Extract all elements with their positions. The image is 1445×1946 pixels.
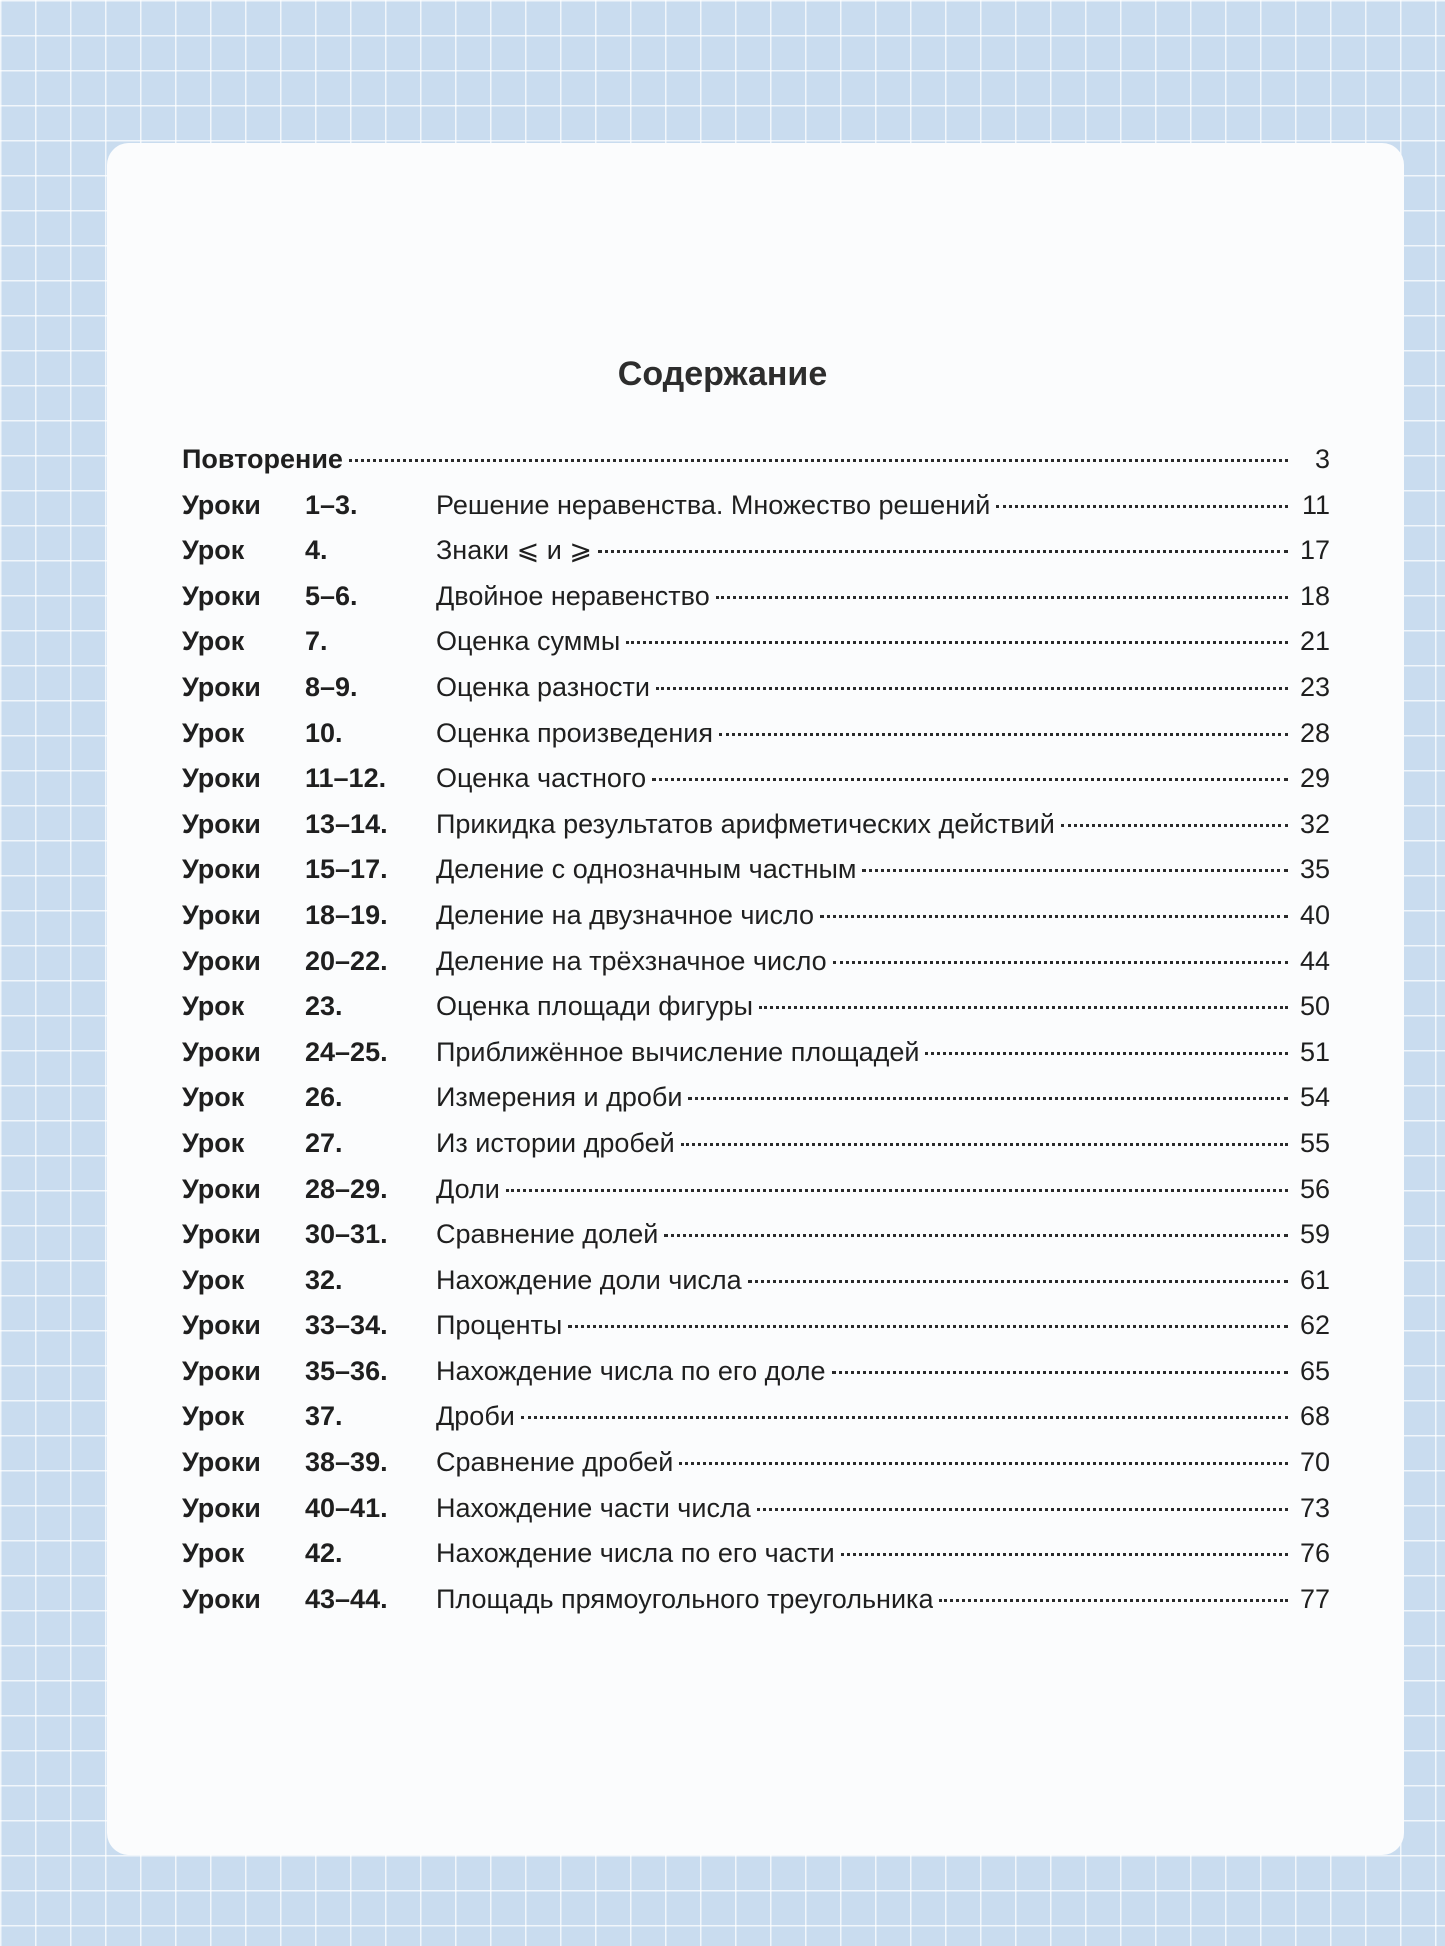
dot-leader: [349, 459, 1288, 462]
toc-entry-label: Урок: [182, 1127, 245, 1158]
toc-entry-topic: Сравнение дробей: [436, 1447, 674, 1478]
toc-entry-label: Уроки: [182, 1219, 261, 1250]
toc-entry: [182, 672, 1330, 718]
toc-entry-number: 43–44.: [305, 1583, 388, 1614]
toc-entry-number: 26.: [305, 1082, 343, 1113]
toc-entry-label: Уроки: [182, 1492, 261, 1523]
toc-entry: [182, 1265, 1330, 1311]
toc-entry-label: Уроки: [182, 945, 261, 976]
toc-entry-label: Урок: [182, 1401, 245, 1432]
dot-leader: [862, 869, 1288, 872]
toc-entry-topic: Нахождение доли числа: [436, 1264, 742, 1295]
toc-entry-page: 18: [1299, 580, 1330, 611]
toc-entry-label: Уроки: [182, 808, 261, 839]
toc-entry-label: Уроки: [182, 489, 261, 520]
dot-leader: [679, 1462, 1288, 1465]
toc-entry: [182, 1356, 1330, 1402]
toc-entry-topic: Приближённое вычисление площадей: [436, 1036, 920, 1067]
toc-entry-label: Уроки: [182, 763, 261, 794]
toc-entry: [182, 718, 1330, 764]
dot-leader: [688, 1097, 1288, 1100]
toc-entry-page: 68: [1299, 1401, 1330, 1432]
toc-entry-topic: Нахождение части числа: [436, 1492, 751, 1523]
toc-entry-label: Уроки: [182, 1036, 261, 1067]
toc-entry: [182, 1538, 1330, 1584]
toc-entry-page: 32: [1299, 808, 1330, 839]
toc-entry-topic: Оценка произведения: [436, 717, 713, 748]
toc-entry: [182, 854, 1330, 900]
toc-entry-label: Урок: [182, 1082, 245, 1113]
toc-entry-number: 42.: [305, 1538, 343, 1569]
toc-entry-page: 55: [1299, 1127, 1330, 1158]
toc-entry-label: Повторение: [182, 444, 343, 474]
toc-entry-number: 24–25.: [305, 1036, 388, 1067]
toc-entry: [182, 1174, 1330, 1220]
toc-entry-page: 17: [1299, 535, 1330, 566]
toc-entry-topic: Измерения и дроби: [436, 1082, 683, 1113]
toc-entry-page: 59: [1299, 1219, 1330, 1250]
toc-entry: [182, 1037, 1330, 1083]
dot-leader: [656, 687, 1288, 690]
dot-leader: [832, 1371, 1288, 1374]
toc-entry-number: 32.: [305, 1264, 343, 1295]
dot-leader: [748, 1280, 1288, 1283]
toc-entry-topic: Двойное неравенство: [436, 580, 710, 611]
dot-leader: [652, 778, 1288, 781]
dot-leader: [757, 1508, 1288, 1511]
toc-entry-page: 44: [1299, 945, 1330, 976]
toc-entry-page: 51: [1299, 1036, 1330, 1067]
toc-entry-number: 30–31.: [305, 1219, 388, 1250]
toc-entry-topic: Знаки ⩽ и ⩾: [436, 535, 592, 566]
toc-entry-topic: Оценка суммы: [436, 626, 621, 657]
dot-leader: [1061, 824, 1288, 827]
toc-entry-topic: Деление на двузначное число: [436, 899, 815, 930]
toc-entry-number: 27.: [305, 1127, 343, 1158]
toc-entry-number: 15–17.: [305, 854, 388, 885]
toc-entry-number: 7.: [305, 626, 328, 657]
toc-entry-label: Урок: [182, 626, 245, 657]
toc-entry-topic: Оценка площади фигуры: [436, 991, 754, 1022]
toc-entry-topic: Из истории дробей: [436, 1127, 675, 1158]
toc-entry-label: Уроки: [182, 899, 261, 930]
toc-entry-page: 62: [1299, 1310, 1330, 1341]
toc-entry: [182, 1401, 1330, 1447]
toc-entry-number: 4.: [305, 535, 328, 566]
toc-entry-page: 11: [1301, 489, 1330, 520]
toc-entry-number: 23.: [305, 991, 343, 1022]
toc-entry-number: 13–14.: [305, 808, 388, 839]
toc-entry: [182, 581, 1330, 627]
dot-leader: [681, 1143, 1288, 1146]
toc-entry: [182, 1310, 1330, 1356]
toc-title: Содержание: [617, 355, 828, 393]
toc-entry: [182, 535, 1330, 581]
toc-entry-label: Уроки: [182, 1583, 261, 1614]
toc-entry-page: 29: [1299, 763, 1330, 794]
toc-entry-label: Уроки: [182, 1173, 261, 1204]
toc-entry-page: 73: [1299, 1492, 1330, 1523]
toc-entry-label: Уроки: [182, 1447, 261, 1478]
toc-entry-page: 21: [1299, 626, 1330, 657]
toc-entry: [182, 490, 1330, 536]
dot-leader: [506, 1189, 1288, 1192]
toc-entry-number: 38–39.: [305, 1447, 388, 1478]
toc-entry-label: Уроки: [182, 580, 261, 611]
toc-entry-topic: Проценты: [436, 1310, 563, 1341]
toc-entry-page: 76: [1299, 1538, 1330, 1569]
toc-entry-page: 3: [1314, 444, 1330, 474]
toc-entry: [182, 809, 1330, 855]
toc-entry-topic: Деление на трёхзначное число: [436, 945, 827, 976]
toc-entry-label: Уроки: [182, 1355, 261, 1386]
dot-leader: [759, 1006, 1288, 1009]
toc-entry-topic: Нахождение числа по его части: [436, 1538, 835, 1569]
toc-entry-number: 11–12.: [305, 763, 387, 794]
toc-entry-page: 23: [1299, 671, 1330, 702]
toc-entry: [182, 1128, 1330, 1174]
toc-entry-label: Урок: [182, 991, 245, 1022]
toc-entry-label: Урок: [182, 1538, 245, 1569]
toc-entry: [182, 444, 1330, 490]
dot-leader: [841, 1553, 1288, 1556]
dot-leader: [833, 961, 1288, 964]
toc-entry-number: 18–19.: [305, 899, 388, 930]
dot-leader: [521, 1416, 1288, 1419]
toc-entry-topic: Площадь прямоугольного треугольника: [436, 1583, 934, 1614]
toc-entry: [182, 1493, 1330, 1539]
toc-entry-number: 37.: [305, 1401, 343, 1432]
toc-entry-topic: Сравнение долей: [436, 1219, 659, 1250]
toc-entry-page: 35: [1299, 854, 1330, 885]
toc-entry-label: Уроки: [182, 854, 261, 885]
toc-entry-topic: Доли: [436, 1173, 500, 1204]
toc-entry-page: 28: [1299, 717, 1330, 748]
toc-entry-page: 56: [1299, 1173, 1330, 1204]
toc-entry: [182, 626, 1330, 672]
toc-entry-label: Урок: [182, 717, 245, 748]
toc-entry: [182, 946, 1330, 992]
dot-leader: [820, 915, 1288, 918]
toc-entry-topic: Оценка частного: [436, 763, 647, 794]
dot-leader: [925, 1052, 1288, 1055]
toc-entry-number: 35–36.: [305, 1355, 388, 1386]
toc-entry-number: 28–29.: [305, 1173, 388, 1204]
toc-entry: [182, 1082, 1330, 1128]
dot-leader: [716, 596, 1288, 599]
toc-entry-label: Уроки: [182, 1310, 261, 1341]
dot-leader: [626, 641, 1288, 644]
toc-entry: [182, 763, 1330, 809]
toc-entry-topic: Дроби: [436, 1401, 515, 1432]
toc-entry-number: 1–3.: [305, 489, 358, 520]
toc-entry-page: 50: [1299, 991, 1330, 1022]
toc-entry: [182, 1219, 1330, 1265]
toc-entry-topic: Решение неравенства. Множество решений: [436, 489, 991, 520]
toc-entry-page: 61: [1299, 1264, 1330, 1295]
toc-entry-topic: Прикидка результатов арифметических действий: [436, 808, 1055, 839]
toc-entry-number: 5–6.: [305, 580, 358, 611]
toc-entry-topic: Деление с однозначным частным: [436, 854, 857, 885]
toc-entry-number: 8–9.: [305, 671, 358, 702]
toc-entry: [182, 900, 1330, 946]
toc-entry-label: Урок: [182, 1264, 245, 1295]
dot-leader: [568, 1325, 1288, 1328]
toc-entry-label: Урок: [182, 535, 245, 566]
toc-list: [182, 444, 1330, 1629]
dot-leader: [939, 1599, 1288, 1602]
toc-entry-label: Уроки: [182, 671, 261, 702]
dot-leader: [598, 550, 1288, 553]
toc-entry-number: 10.: [305, 717, 343, 748]
dot-leader: [719, 733, 1288, 736]
toc-entry-number: 20–22.: [305, 945, 388, 976]
toc-entry-number: 40–41.: [305, 1492, 388, 1523]
toc-entry-page: 70: [1299, 1447, 1330, 1478]
dot-leader: [664, 1234, 1288, 1237]
toc-entry-page: 40: [1299, 899, 1330, 930]
toc-entry-page: 54: [1299, 1082, 1330, 1113]
toc-entry-number: 33–34.: [305, 1310, 388, 1341]
toc-entry: [182, 1447, 1330, 1493]
toc-entry: [182, 1584, 1330, 1630]
toc-entry-page: 77: [1299, 1583, 1330, 1614]
toc-entry: [182, 991, 1330, 1037]
dot-leader: [996, 505, 1288, 508]
toc-entry-topic: Нахождение числа по его доле: [436, 1355, 826, 1386]
toc-entry-page: 65: [1299, 1355, 1330, 1386]
toc-entry-topic: Оценка разности: [436, 671, 650, 702]
